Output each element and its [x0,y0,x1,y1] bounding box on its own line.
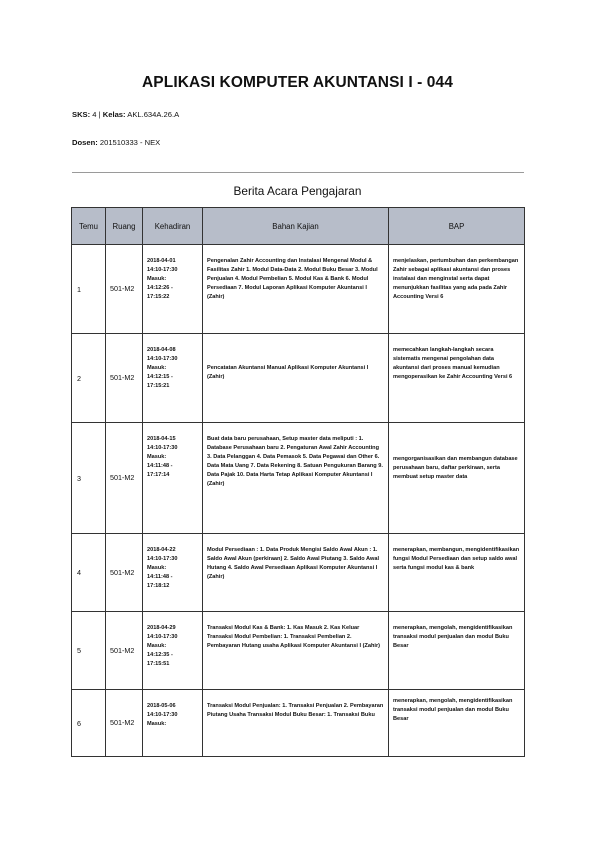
header-bahan-kajian: Bahan Kajian [203,208,389,245]
check-in-time: 14:11:48 - [147,463,173,469]
cell-temu: 6 [72,690,106,757]
dosen-label: Dosen: [72,138,98,147]
check-in-time: 14:12:26 - [147,285,173,291]
date: 2018-04-08 [147,347,176,353]
cell-kehadiran [143,423,203,534]
cell-ruang: 501-M2 [106,690,143,757]
schedule-time: 14:10-17:30 [147,634,178,640]
check-in-time: 14:11:48 - [147,574,173,580]
masuk-label: Masuk: [147,643,167,649]
masuk-label: Masuk: [147,721,167,727]
table-header-row [72,208,525,245]
date: 2018-04-22 [147,547,176,553]
table-row [72,612,525,690]
cell-bap: mengorganisasikan dan membangun database perusahaan baru, daftar perkiraan, serta membuat setup master data [389,423,525,534]
cell-kehadiran [143,334,203,423]
check-out-time: 17:18:12 [147,583,170,589]
divider [72,172,524,173]
cell-temu: 2 [72,334,106,423]
check-out-time: 17:17:14 [147,472,170,478]
cell-bahan-kajian: Transaksi Modul Kas & Bank: 1. Kas Masuk 2. Kas Keluar Transaksi Modul Pembelian: 1. Transaksi Pembelian 2. Pembayaran Hutang usaha Aplikasi Komputer Akuntansi I (Zahir) [203,612,389,690]
check-out-time: 17:15:51 [147,661,170,667]
table-row [72,690,525,757]
check-out-time: 17:15:21 [147,383,170,389]
schedule-time: 14:10-17:30 [147,267,178,273]
dosen-value: 201510333 - NEX [99,138,161,147]
masuk-label: Masuk: [147,276,167,282]
cell-ruang: 501-M2 [106,612,143,690]
cell-kehadiran [143,612,203,690]
sks-value: 4 [92,110,97,119]
table-row [72,245,525,334]
header-ruang: Ruang [106,208,143,245]
table-row [72,334,525,423]
schedule-time: 14:10-17:30 [147,556,178,562]
cell-bahan-kajian: Modul Persediaan : 1. Data Produk Mengisi Saldo Awal Akun : 1. Saldo Awal Akun (perkiraan) 2. Saldo Awal Piutang 3. Saldo Awal Hutang 4. Saldo Awal Persediaan Aplikasi Komputer Akuntansi I (Zahir) [203,534,389,612]
cell-kehadiran [143,534,203,612]
sks-label: SKS: [72,110,91,119]
course-info [72,110,179,119]
separator: | [98,110,101,119]
masuk-label: Masuk: [147,365,167,371]
kelas-label: Kelas: [102,110,126,119]
date: 2018-04-29 [147,625,176,631]
date: 2018-05-06 [147,703,176,709]
cell-bahan-kajian: Pencatatan Akuntansi Manual Aplikasi Komputer Akuntansi I (Zahir) [203,334,389,423]
schedule-time: 14:10-17:30 [147,356,178,362]
header-bap: BAP [389,208,525,245]
check-in-time: 14:12:35 - [147,652,173,658]
cell-bahan-kajian: Transaksi Modul Penjualan: 1. Transaksi Penjualan 2. Pembayaran Piutang Usaha Transaksi Modul Buku Besar: 1. Transaksi Buku [203,690,389,757]
cell-temu: 4 [72,534,106,612]
cell-bap: memecahkan langkah-langkah secara sistematis mengenai pengolahan data akuntansi dari proses manual kemudian mengoperasikan ke Zahir Accounting Versi 6 [389,334,525,423]
cell-bahan-kajian: Buat data baru perusahaan, Setup master data meliputi : 1. Database Perusahaan baru 2. Pengaturan Awal Zahir Accounting 3. Data Pelanggan 4. Data Pemasok 5. Data Pegawai dan Other 6. Data Mata Uang 7. Data Rekening 8. Satuan Pengukuran Barang 9. Data Pajak 10. Data Harta Tetap Aplikasi Komputer Akuntansi I (Zahir) [203,423,389,534]
header-temu: Temu [72,208,106,245]
masuk-label: Masuk: [147,454,167,460]
section-title: Berita Acara Pengajaran [233,184,362,198]
table-row [72,534,525,612]
cell-temu: 1 [72,245,106,334]
header-kehadiran: Kehadiran [143,208,203,245]
cell-temu: 3 [72,423,106,534]
cell-ruang: 501-M2 [106,534,143,612]
date: 2018-04-01 [147,258,176,264]
table-row [72,423,525,534]
cell-kehadiran [143,690,203,757]
cell-temu: 5 [72,612,106,690]
cell-bap: menerapkan, membangun, mengidentifikasikan fungsi Modul Persediaan dan setup saldo awal serta fungsi modul kas & bank [389,534,525,612]
schedule-time: 14:10-17:30 [147,712,178,718]
cell-ruang: 501-M2 [106,245,143,334]
cell-bahan-kajian: Pengenalan Zahir Accounting dan Instalasi Mengenal Modul & Fasilitas Zahir 1. Modul Data-Data 2. Modul Buku Besar 3. Modul Penjualan 4. Modul Pembelian 5. Modul Kas & Bank 6. Modul Persediaan 7. Modul Laporan Aplikasi Komputer Akuntansi I (Zahir) [203,245,389,334]
cell-bap: menjelaskan, pertumbuhan dan perkembangan Zahir sebagai aplikasi akuntansi dan proses instalasi dan menginstal serta dapat menunjukkan fasilitas yang ada pada Zahir Accounting Versi 6 [389,245,525,334]
teaching-report-table [71,207,525,757]
cell-ruang: 501-M2 [106,423,143,534]
lecturer-info [72,138,160,147]
cell-bap: menerapkan, mengolah, mengidentifikasikan transaksi modul penjualan dan modul Buku Besar [389,612,525,690]
date: 2018-04-15 [147,436,176,442]
cell-ruang: 501-M2 [106,334,143,423]
check-out-time: 17:15:22 [147,294,170,300]
schedule-time: 14:10-17:30 [147,445,178,451]
masuk-label: Masuk: [147,565,167,571]
kelas-value: AKL.634A.26.A [127,110,180,119]
cell-bap: menerapkan, mengolah, mengidentifikasikan transaksi modul penjualan dan modul Buku Besar [389,690,525,757]
page-title: APLIKASI KOMPUTER AKUNTANSI I - 044 [142,74,453,91]
check-in-time: 14:12:15 - [147,374,173,380]
cell-kehadiran [143,245,203,334]
